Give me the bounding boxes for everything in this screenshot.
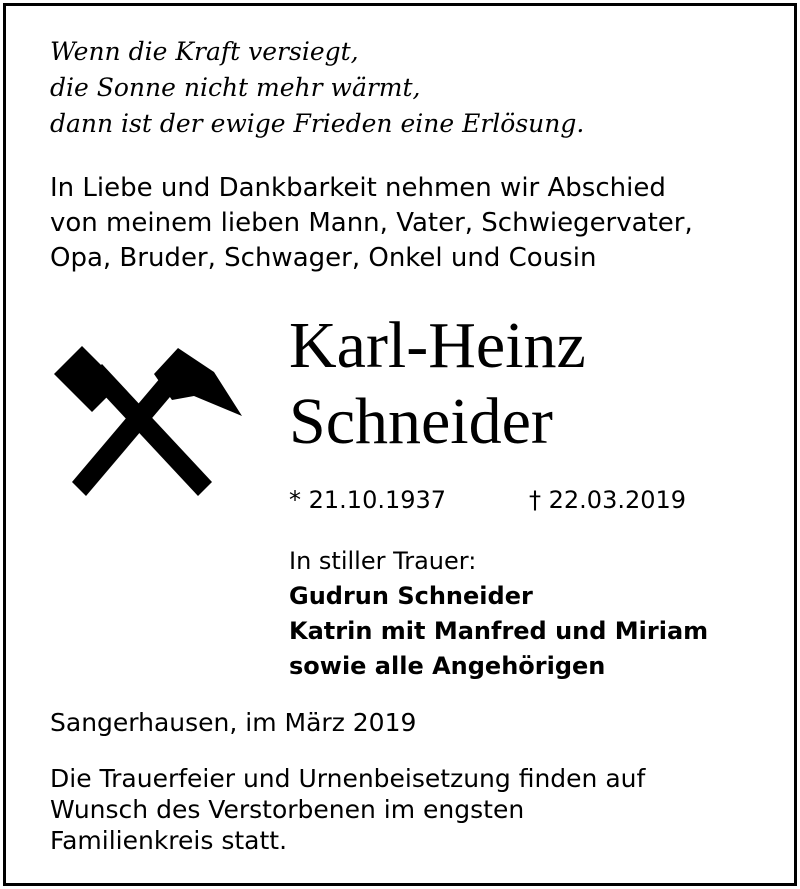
mourner-name: sowie alle Angehörigen bbox=[289, 652, 606, 680]
mourner-name: Katrin mit Manfred und Miriam bbox=[289, 617, 709, 645]
notice-line: Die Trauerfeier und Urnenbeisetzung finden auf bbox=[50, 764, 646, 793]
poem-line: Wenn die Kraft versiegt, bbox=[50, 37, 359, 66]
funeral-notice bbox=[50, 763, 645, 856]
hammer-head-shape bbox=[54, 346, 120, 412]
poem-line: die Sonne nicht mehr wärmt, bbox=[50, 73, 421, 102]
notice-line: Wunsch des Verstorbenen im engsten bbox=[50, 795, 525, 824]
intro-line: Opa, Bruder, Schwager, Onkel und Cousin bbox=[50, 243, 597, 273]
intro-text bbox=[50, 171, 693, 276]
place-and-date: Sangerhausen, im März 2019 bbox=[50, 708, 417, 737]
birth-date: * 21.10.1937 bbox=[289, 486, 447, 514]
pick-head-shape bbox=[154, 348, 242, 416]
hammer-and-pick-icon bbox=[44, 334, 244, 509]
last-name: Schneider bbox=[289, 385, 553, 458]
poem bbox=[50, 34, 584, 142]
mourners-heading: In stiller Trauer: bbox=[289, 547, 477, 575]
life-dates bbox=[289, 484, 687, 516]
death-date: † 22.03.2019 bbox=[529, 486, 687, 514]
obituary-notice bbox=[3, 3, 797, 886]
intro-line: von meinem lieben Mann, Vater, Schwiegervater, bbox=[50, 208, 693, 238]
deceased-name bbox=[289, 308, 586, 460]
first-name: Karl-Heinz bbox=[289, 309, 586, 382]
mourner-name: Gudrun Schneider bbox=[289, 582, 533, 610]
intro-line: In Liebe und Dankbarkeit nehmen wir Abschied bbox=[50, 173, 666, 203]
mourners-block bbox=[289, 544, 708, 684]
poem-line: dann ist der ewige Frieden eine Erlösung. bbox=[50, 109, 585, 138]
notice-line: Familienkreis statt. bbox=[50, 826, 288, 855]
